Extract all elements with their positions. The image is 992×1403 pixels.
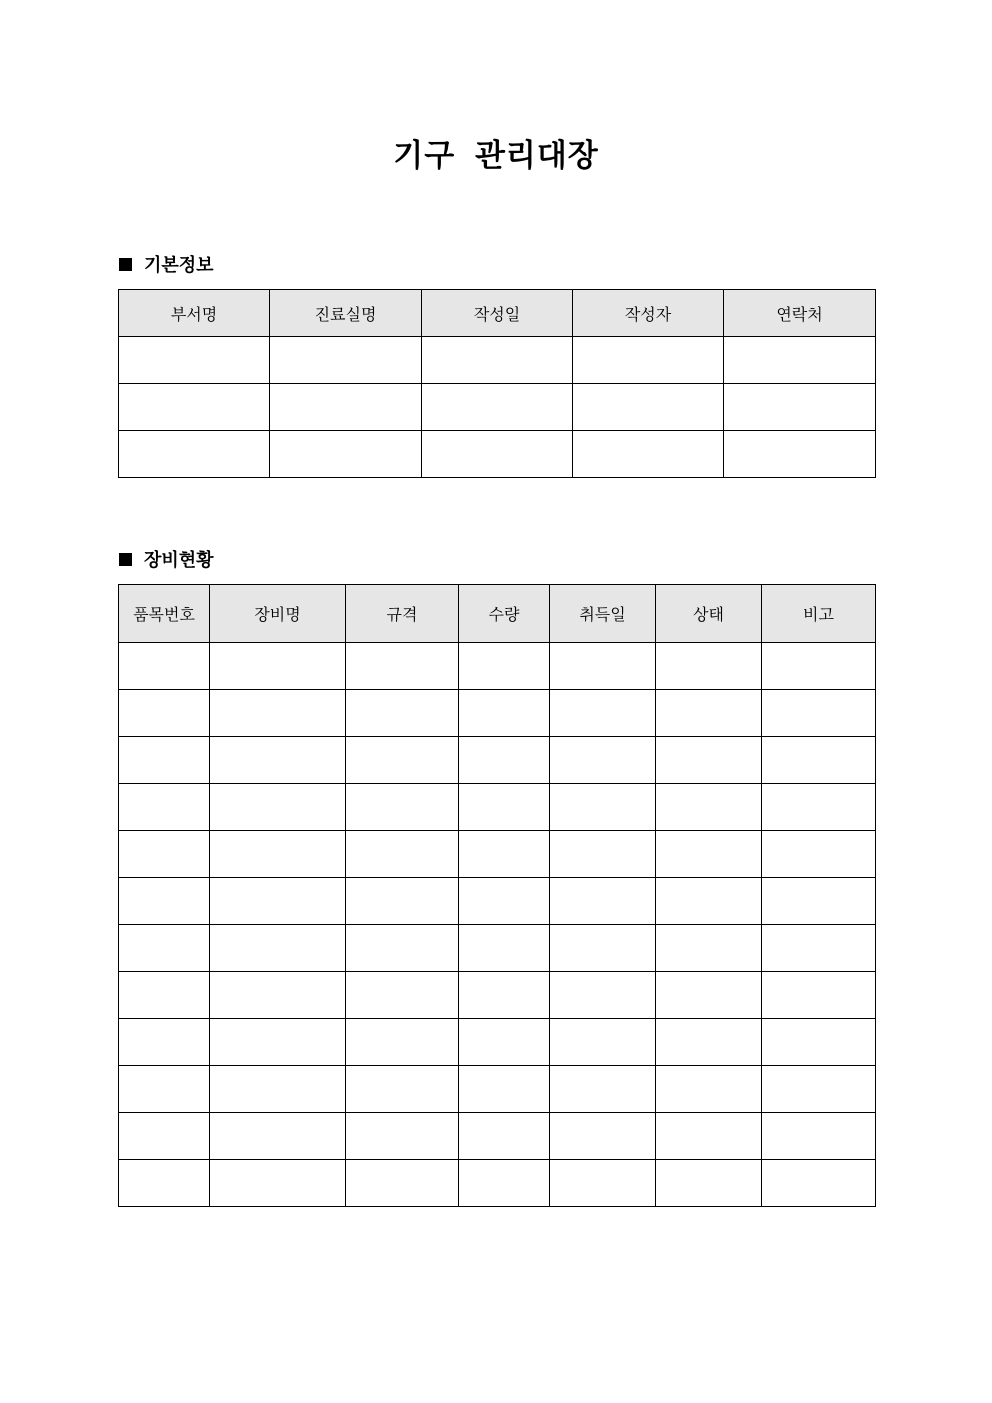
equipment-table-cell[interactable] xyxy=(656,737,762,784)
equipment-table-cell[interactable] xyxy=(346,690,459,737)
basic-info-table-row xyxy=(119,337,876,384)
square-bullet-icon xyxy=(119,258,132,271)
equipment-table-cell[interactable] xyxy=(346,1019,459,1066)
equipment-table-cell[interactable] xyxy=(550,1160,656,1207)
equipment-table-cell[interactable] xyxy=(762,1160,876,1207)
basic-info-table-cell[interactable] xyxy=(724,337,876,384)
equipment-table-cell[interactable] xyxy=(762,972,876,1019)
equipment-table-row xyxy=(119,1160,876,1207)
equipment-table-cell[interactable] xyxy=(656,643,762,690)
equipment-table-cell[interactable] xyxy=(119,784,210,831)
basic-info-header-row xyxy=(119,290,876,337)
equipment-table-cell[interactable] xyxy=(459,1019,550,1066)
equipment-table-cell[interactable] xyxy=(550,925,656,972)
basic-info-table-cell[interactable] xyxy=(422,384,573,431)
equipment-column-header: 상태 xyxy=(656,585,762,643)
equipment-column-header: 품목번호 xyxy=(119,585,210,643)
equipment-table-cell[interactable] xyxy=(210,1113,346,1160)
equipment-table-cell[interactable] xyxy=(459,925,550,972)
equipment-table-cell[interactable] xyxy=(459,1113,550,1160)
basic-info-table-cell[interactable] xyxy=(270,431,422,478)
equipment-table-cell[interactable] xyxy=(346,972,459,1019)
equipment-table-cell[interactable] xyxy=(119,737,210,784)
equipment-table-cell[interactable] xyxy=(459,784,550,831)
equipment-table-cell[interactable] xyxy=(346,878,459,925)
equipment-table-cell[interactable] xyxy=(762,1066,876,1113)
equipment-table-cell[interactable] xyxy=(459,831,550,878)
equipment-table-cell[interactable] xyxy=(656,1113,762,1160)
equipment-table-row xyxy=(119,972,876,1019)
equipment-table-cell[interactable] xyxy=(119,1160,210,1207)
equipment-table-row xyxy=(119,643,876,690)
basic-info-table-row xyxy=(119,384,876,431)
equipment-table-row xyxy=(119,1019,876,1066)
equipment-column-header: 규격 xyxy=(346,585,459,643)
basic-info-table-row xyxy=(119,431,876,478)
equipment-table-cell[interactable] xyxy=(550,831,656,878)
equipment-table-cell[interactable] xyxy=(210,737,346,784)
equipment-table-cell[interactable] xyxy=(346,831,459,878)
equipment-table-cell[interactable] xyxy=(762,643,876,690)
equipment-table-cell[interactable] xyxy=(210,831,346,878)
equipment-table-cell[interactable] xyxy=(550,1066,656,1113)
equipment-table-cell[interactable] xyxy=(550,878,656,925)
basic-info-table-cell[interactable] xyxy=(573,431,724,478)
equipment-column-header: 비고 xyxy=(762,585,876,643)
basic-info-heading xyxy=(119,252,214,276)
equipment-table-cell[interactable] xyxy=(656,1160,762,1207)
equipment-table-cell[interactable] xyxy=(762,737,876,784)
equipment-table-cell[interactable] xyxy=(346,737,459,784)
basic-info-heading-label: 기본정보 xyxy=(144,255,214,276)
equipment-table-cell[interactable] xyxy=(346,1113,459,1160)
equipment-table-cell[interactable] xyxy=(656,831,762,878)
basic-info-column-header: 진료실명 xyxy=(270,290,422,337)
basic-info-table-cell[interactable] xyxy=(119,337,270,384)
equipment-heading xyxy=(119,547,214,571)
equipment-table-cell[interactable] xyxy=(119,972,210,1019)
equipment-table-cell[interactable] xyxy=(210,1066,346,1113)
equipment-table-cell[interactable] xyxy=(210,643,346,690)
basic-info-table-cell[interactable] xyxy=(422,431,573,478)
equipment-table-cell[interactable] xyxy=(119,1019,210,1066)
equipment-table xyxy=(118,584,876,1207)
equipment-table-cell[interactable] xyxy=(459,690,550,737)
equipment-table-cell[interactable] xyxy=(762,1113,876,1160)
basic-info-table-cell[interactable] xyxy=(422,337,573,384)
equipment-column-header: 수량 xyxy=(459,585,550,643)
equipment-table-cell[interactable] xyxy=(459,1066,550,1113)
equipment-table-cell[interactable] xyxy=(550,737,656,784)
equipment-table-cell[interactable] xyxy=(656,784,762,831)
equipment-table-row xyxy=(119,690,876,737)
basic-info-column-header: 부서명 xyxy=(119,290,270,337)
equipment-table-cell[interactable] xyxy=(119,643,210,690)
equipment-table-cell[interactable] xyxy=(459,1160,550,1207)
basic-info-table-cell[interactable] xyxy=(270,337,422,384)
equipment-table-row xyxy=(119,878,876,925)
equipment-table-cell[interactable] xyxy=(762,690,876,737)
equipment-table-cell[interactable] xyxy=(210,925,346,972)
square-bullet-icon xyxy=(119,553,132,566)
equipment-table-cell[interactable] xyxy=(119,925,210,972)
equipment-table-cell[interactable] xyxy=(762,784,876,831)
equipment-table-cell[interactable] xyxy=(550,690,656,737)
equipment-table-cell[interactable] xyxy=(346,925,459,972)
equipment-table-cell[interactable] xyxy=(762,878,876,925)
equipment-table-cell[interactable] xyxy=(459,737,550,784)
equipment-table-cell[interactable] xyxy=(210,1019,346,1066)
equipment-table-cell[interactable] xyxy=(346,1066,459,1113)
basic-info-column-header: 작성일 xyxy=(422,290,573,337)
equipment-table-cell[interactable] xyxy=(346,784,459,831)
equipment-table-cell[interactable] xyxy=(459,878,550,925)
basic-info-column-header: 연락처 xyxy=(724,290,876,337)
equipment-table-cell[interactable] xyxy=(210,878,346,925)
equipment-table-cell[interactable] xyxy=(119,1066,210,1113)
basic-info-table-cell[interactable] xyxy=(573,384,724,431)
equipment-table-row xyxy=(119,1066,876,1113)
basic-info-table-cell[interactable] xyxy=(573,337,724,384)
equipment-table-cell[interactable] xyxy=(346,1160,459,1207)
equipment-table-cell[interactable] xyxy=(550,643,656,690)
equipment-table-cell[interactable] xyxy=(550,1113,656,1160)
equipment-table-cell[interactable] xyxy=(762,831,876,878)
equipment-table-cell[interactable] xyxy=(550,972,656,1019)
equipment-table-row xyxy=(119,737,876,784)
equipment-table-cell[interactable] xyxy=(210,1160,346,1207)
equipment-table-cell[interactable] xyxy=(656,1019,762,1066)
equipment-table-row xyxy=(119,831,876,878)
equipment-heading-label: 장비현황 xyxy=(144,550,214,571)
equipment-table-row xyxy=(119,784,876,831)
equipment-table-cell[interactable] xyxy=(119,690,210,737)
equipment-table-row xyxy=(119,1113,876,1160)
equipment-table-cell[interactable] xyxy=(346,643,459,690)
equipment-table-cell[interactable] xyxy=(119,831,210,878)
equipment-table-cell[interactable] xyxy=(459,643,550,690)
basic-info-table-cell[interactable] xyxy=(724,431,876,478)
basic-info-table-cell[interactable] xyxy=(119,431,270,478)
equipment-table-cell[interactable] xyxy=(459,972,550,1019)
document-title: 기구 관리대장 xyxy=(393,138,599,174)
equipment-table-cell[interactable] xyxy=(762,925,876,972)
equipment-table-cell[interactable] xyxy=(656,690,762,737)
basic-info-table xyxy=(118,289,876,478)
equipment-table-cell[interactable] xyxy=(210,690,346,737)
equipment-table-cell[interactable] xyxy=(550,784,656,831)
equipment-table-cell[interactable] xyxy=(119,878,210,925)
equipment-column-header: 취득일 xyxy=(550,585,656,643)
equipment-table-cell[interactable] xyxy=(210,784,346,831)
equipment-table-cell[interactable] xyxy=(656,1066,762,1113)
equipment-table-cell[interactable] xyxy=(656,925,762,972)
equipment-table-cell[interactable] xyxy=(210,972,346,1019)
equipment-table-cell[interactable] xyxy=(119,1113,210,1160)
equipment-table-cell[interactable] xyxy=(550,1019,656,1066)
basic-info-table-cell[interactable] xyxy=(119,384,270,431)
basic-info-column-header: 작성자 xyxy=(573,290,724,337)
equipment-header-row xyxy=(119,585,876,643)
basic-info-table-cell[interactable] xyxy=(724,384,876,431)
equipment-table-cell[interactable] xyxy=(656,972,762,1019)
equipment-table-cell[interactable] xyxy=(656,878,762,925)
equipment-table-cell[interactable] xyxy=(762,1019,876,1066)
equipment-column-header: 장비명 xyxy=(210,585,346,643)
basic-info-table-cell[interactable] xyxy=(270,384,422,431)
equipment-table-row xyxy=(119,925,876,972)
